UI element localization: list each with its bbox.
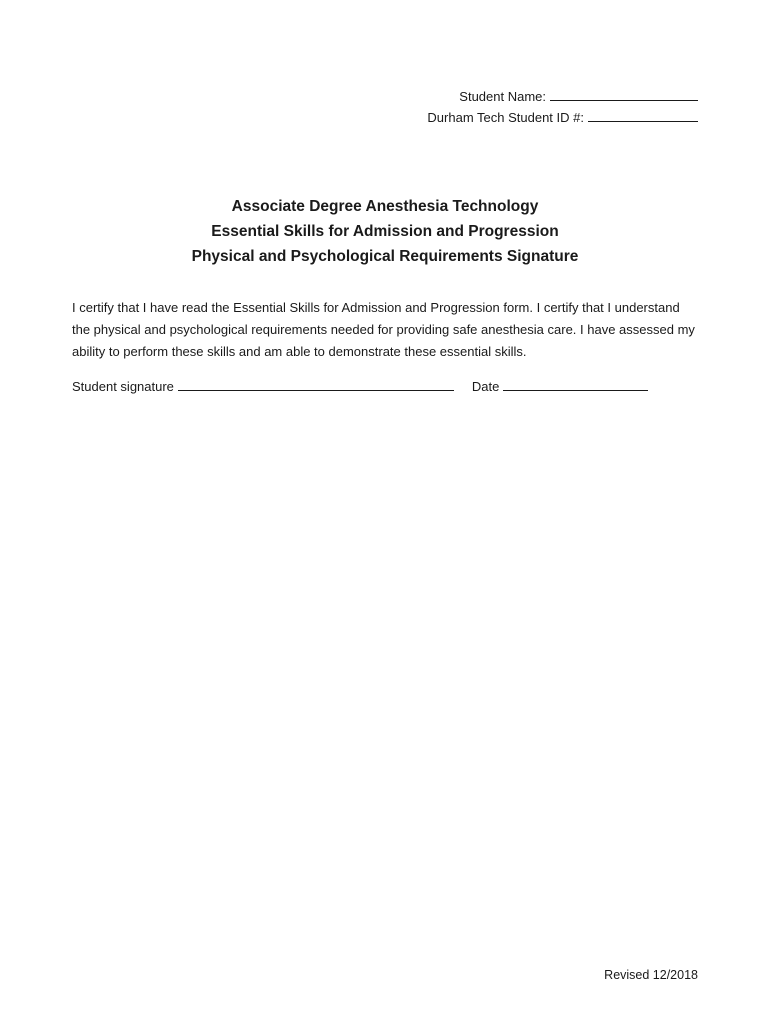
student-signature-label: Student signature (72, 379, 174, 394)
student-name-row (427, 86, 698, 107)
student-id-blank[interactable] (588, 109, 698, 122)
certification-paragraph: I certify that I have read the Essential Skills for Admission and Progression form. I certify that I understand the physical and psychological requirements needed for providing safe anesthesia care. I have assessed my ability to perform these skills and am able to demonstrate these essential skills. (72, 300, 695, 359)
student-name-label: Student Name: (459, 89, 546, 104)
student-id-row (427, 107, 698, 128)
title-line-3: Physical and Psychological Requirements Signature (191, 248, 579, 265)
revised-date: Revised 12/2018 (604, 968, 698, 982)
document-title (0, 194, 770, 269)
date-blank[interactable] (503, 378, 648, 391)
student-signature-blank[interactable] (178, 378, 454, 391)
title-line-2: Essential Skills for Admission and Progression (211, 223, 559, 240)
student-id-label: Durham Tech Student ID #: (427, 110, 584, 125)
date-label: Date (471, 379, 500, 394)
title-line-1: Associate Degree Anesthesia Technology (231, 198, 539, 215)
student-name-blank[interactable] (550, 88, 698, 101)
signature-row (72, 378, 648, 394)
student-info-fields (427, 86, 698, 128)
